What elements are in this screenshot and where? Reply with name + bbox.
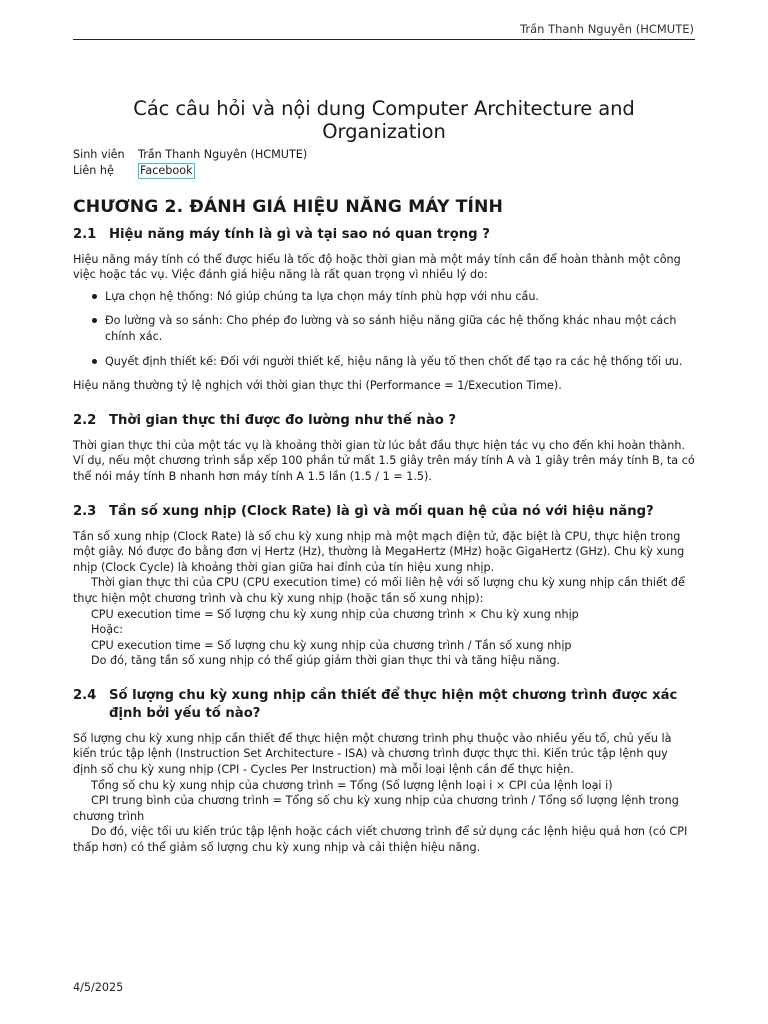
paragraph: Hiệu năng thường tỷ lệ nghịch với thời gian thực thi (Performance = 1/Execution Time). bbox=[73, 379, 562, 393]
section-heading bbox=[73, 503, 695, 521]
list-item bbox=[105, 354, 695, 370]
paragraph: Tần số xung nhịp (Clock Rate) là số chu kỳ xung nhịp mà một mạch điện tử, đặc biệt là CPU, thực hiện trong một giây. Nó được đo bằng đơn vị Hertz (Hz), thường là MegaHertz (MHz) hoặc GigaHertz (GHz). Chu kỳ xung nhịp (Clock Cycle) là khoảng thời gian giữa hai đỉnh của tín hiệu xung nhịp. bbox=[73, 529, 685, 574]
contact-label: Liên hệ bbox=[73, 164, 114, 177]
paragraph: Hoặc: bbox=[91, 623, 124, 637]
paragraph: Thời gian thực thi của một tác vụ là khoảng thời gian từ lúc bắt đầu thực hiện tác vụ cho đến khi hoàn thành. Ví dụ, nếu một chương trình sắp xếp 100 phần tử mất 1.5 giây trên máy tính A và 1 giây trên máy tính B, ta có thể nói máy tính B nhanh hơn máy tính A 1.5 lần (1.5 / 1 = 1.5). bbox=[73, 438, 695, 483]
meta-row-contact bbox=[73, 163, 307, 179]
section-title: Thời gian thực thi được đo lường như thế nào ? bbox=[109, 412, 457, 428]
section-2-1 bbox=[73, 226, 695, 394]
section-heading bbox=[73, 687, 695, 723]
list-item bbox=[105, 289, 695, 305]
paragraph: Do đó, việc tối ưu kiến trúc tập lệnh hoặc cách viết chương trình để sử dụng các lệnh hiệu quả hơn (có CPI thấp hơn) có thể giảm số lượng chu kỳ xung nhịp và cải thiện hiệu năng. bbox=[73, 825, 688, 855]
author-meta bbox=[73, 147, 307, 179]
section-heading bbox=[73, 226, 695, 244]
formula-line: Tổng số chu kỳ xung nhịp của chương trình = Tổng (Số lượng lệnh loại i × CPI của lệnh loại i) bbox=[91, 778, 613, 792]
list-item-text: Quyết định thiết kế: Đối với người thiết kế, hiệu năng là yếu tố then chốt để tạo ra các hệ thống tối ưu. bbox=[105, 354, 683, 368]
formula-line: CPU execution time = Số lượng chu kỳ xung nhịp của chương trình / Tần số xung nhịp bbox=[91, 638, 572, 652]
header-rule bbox=[73, 39, 695, 40]
formula-line: CPU execution time = Số lượng chu kỳ xung nhịp của chương trình × Chu kỳ xung nhịp bbox=[91, 607, 579, 621]
running-header-author: Trần Thanh Nguyên (HCMUTE) bbox=[520, 22, 694, 36]
student-label: Sinh viên bbox=[73, 148, 125, 161]
document-title: Các câu hỏi và nội dung Computer Architecture and Organization bbox=[133, 97, 635, 143]
main-content bbox=[73, 198, 695, 856]
section-number: 2.4 bbox=[73, 687, 97, 703]
paragraph: Hiệu năng máy tính có thể được hiểu là tốc độ hoặc thời gian mà một máy tính cần để hoàn thành một công việc hoặc tác vụ. Việc đánh giá hiệu năng là rất quan trọng vì nhiều lý do: bbox=[73, 252, 681, 282]
section-heading bbox=[73, 412, 695, 430]
paragraph: Thời gian thực thi của CPU (CPU execution time) có mối liên hệ với số lượng chu kỳ xung nhịp cần thiết để thực hiện một chương trình và chu kỳ xung nhịp (hoặc tần số xung nhịp): bbox=[73, 576, 685, 605]
section-2-2 bbox=[73, 412, 695, 485]
facebook-link[interactable]: Facebook bbox=[140, 164, 193, 177]
section-title: Hiệu năng máy tính là gì và tại sao nó quan trọng ? bbox=[109, 226, 490, 242]
list-item bbox=[105, 313, 695, 344]
paragraph: Số lượng chu kỳ xung nhịp cần thiết để thực hiện một chương trình phụ thuộc vào nhiều yếu tố, chủ yếu là kiến trúc tập lệnh (Instruction Set Architecture - ISA) và chương trình được thực thi. Kiến trúc tập lệnh quy định số chu kỳ xung nhịp (CPI - Cycles Per Instruction) mà mỗi loại lệnh cần để thực hiện. bbox=[73, 731, 672, 777]
section-title: Tần số xung nhịp (Clock Rate) là gì và mối quan hệ của nó với hiệu năng? bbox=[109, 503, 654, 519]
bullet-icon bbox=[92, 294, 97, 299]
section-title: Số lượng chu kỳ xung nhịp cần thiết để thực hiện một chương trình được xác định bởi yếu tố nào? bbox=[109, 687, 678, 721]
section-number: 2.2 bbox=[73, 412, 97, 428]
formula-line: CPI trung bình của chương trình = Tổng số chu kỳ xung nhịp của chương trình / Tổng số lượng lệnh trong chương trình bbox=[73, 794, 679, 823]
section-2-3 bbox=[73, 503, 695, 669]
list-item-text: Đo lường và so sánh: Cho phép đo lường và so sánh hiệu năng giữa các hệ thống khác nhau một cách chính xác. bbox=[105, 314, 677, 343]
meta-row-student bbox=[73, 147, 307, 163]
paragraph: Do đó, tăng tần số xung nhịp có thể giúp giảm thời gian thực thi và tăng hiệu năng. bbox=[91, 654, 561, 668]
section-2-4 bbox=[73, 687, 695, 856]
bullet-icon bbox=[92, 318, 97, 323]
bullet-list bbox=[73, 289, 695, 369]
bullet-icon bbox=[92, 359, 97, 364]
student-value: Trần Thanh Nguyên (HCMUTE) bbox=[138, 148, 308, 161]
section-number: 2.3 bbox=[73, 503, 97, 519]
footer-date: 4/5/2025 bbox=[73, 981, 124, 994]
section-number: 2.1 bbox=[73, 226, 97, 242]
list-item-text: Lựa chọn hệ thống: Nó giúp chúng ta lựa chọn máy tính phù hợp với nhu cầu. bbox=[105, 289, 539, 303]
chapter-heading: CHƯƠNG 2. ĐÁNH GIÁ HIỆU NĂNG MÁY TÍNH bbox=[73, 197, 503, 217]
